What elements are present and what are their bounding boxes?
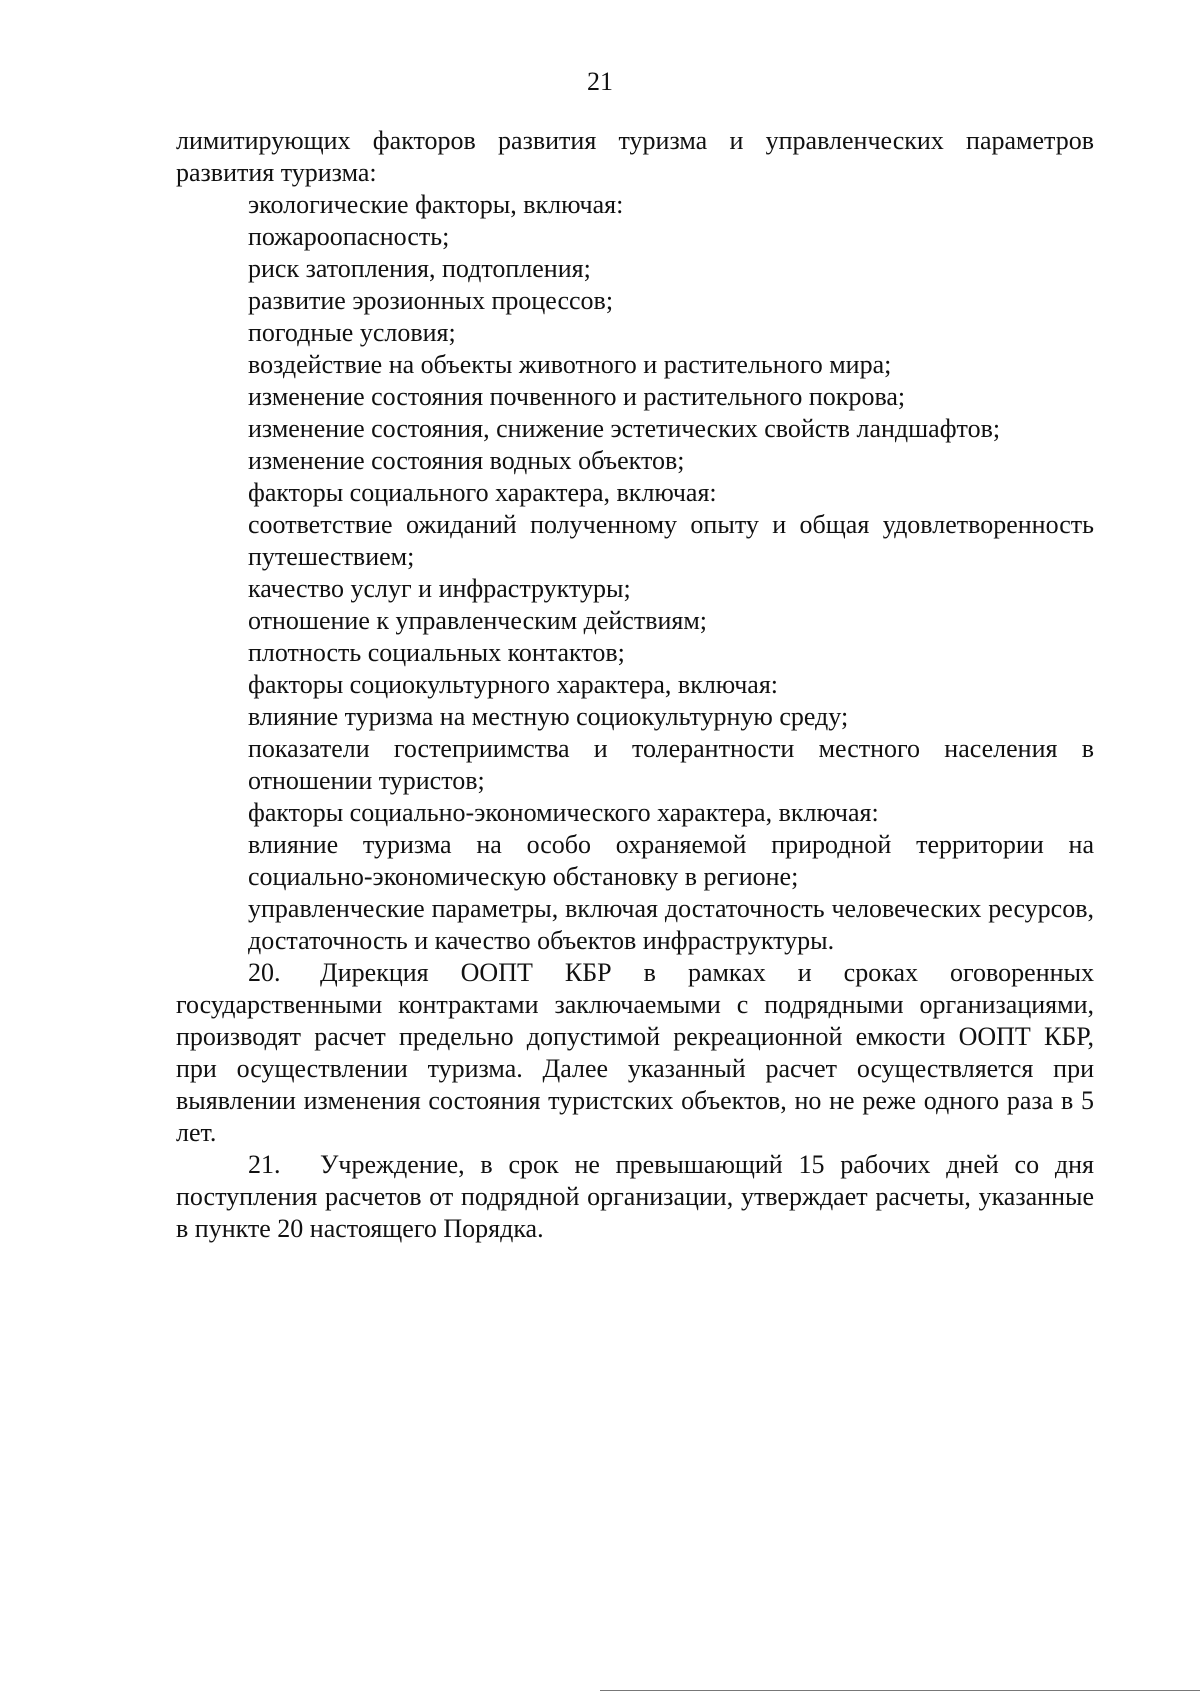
factors-list: [176, 189, 1094, 957]
list-item: качество услуг и инфраструктуры;: [248, 574, 631, 603]
clause-20: [176, 957, 1094, 1149]
list-item: управленческие параметры, включая достаточность человеческих ресурсов, достаточность и качество объектов инфраструктуры.: [248, 894, 1094, 955]
list-item: факторы социально-экономического характера, включая:: [248, 798, 879, 827]
list-item: риск затопления, подтопления;: [248, 254, 591, 283]
clause-21-text: Учреждение, в срок не превышающий 15 рабочих дней со дня поступления расчетов от подрядной организации, утверждает расчеты, указанные в пункте 20 настоящего Порядка.: [176, 1150, 1094, 1243]
document-body: [176, 125, 1094, 1245]
list-item: изменение состояния почвенного и растительного покрова;: [248, 382, 906, 411]
list-item: плотность социальных контактов;: [248, 638, 625, 667]
footer-rule: [600, 1690, 1200, 1691]
list-item: изменение состояния, снижение эстетических свойств ландшафтов;: [248, 414, 1001, 443]
list-item: соответствие ожиданий полученному опыту и общая удовлетворенность путешествием;: [248, 510, 1094, 571]
list-item: факторы социального характера, включая:: [248, 478, 717, 507]
clause-21-number: 21.: [248, 1150, 281, 1179]
clause-21: [176, 1149, 1094, 1245]
page-number: 21: [587, 67, 613, 96]
list-item: факторы социокультурного характера, включая:: [248, 670, 779, 699]
list-item: влияние туризма на местную социокультурную среду;: [248, 702, 849, 731]
clause-20-number: 20.: [248, 958, 281, 987]
list-item: показатели гостеприимства и толерантности местного населения в отношении туристов;: [248, 734, 1094, 795]
list-item: развитие эрозионных процессов;: [248, 286, 614, 315]
list-item: экологические факторы, включая:: [248, 190, 624, 219]
list-item: воздействие на объекты животного и растительного мира;: [248, 350, 892, 379]
list-item: влияние туризма на особо охраняемой природной территории на социально-экономическую обстановку в регионе;: [248, 830, 1094, 891]
clause-20-text: Дирекция ООПТ КБР в рамках и сроках оговоренных государственными контрактами заключаемыми с подрядными организациями, производят расчет предельно допустимой рекреационной емкости ООПТ КБР, при осуществлении туризма. Далее указанный расчет осуществляется при выявлении изменения состояния туристских объектов, но не реже одного раза в 5 лет.: [176, 958, 1094, 1147]
list-item: изменение состояния водных объектов;: [248, 446, 685, 475]
list-item: пожароопасность;: [248, 222, 450, 251]
list-item: погодные условия;: [248, 318, 456, 347]
lead-paragraph: лимитирующих факторов развития туризма и управленческих параметров развития туризма:: [176, 126, 1094, 187]
list-item: отношение к управленческим действиям;: [248, 606, 708, 635]
